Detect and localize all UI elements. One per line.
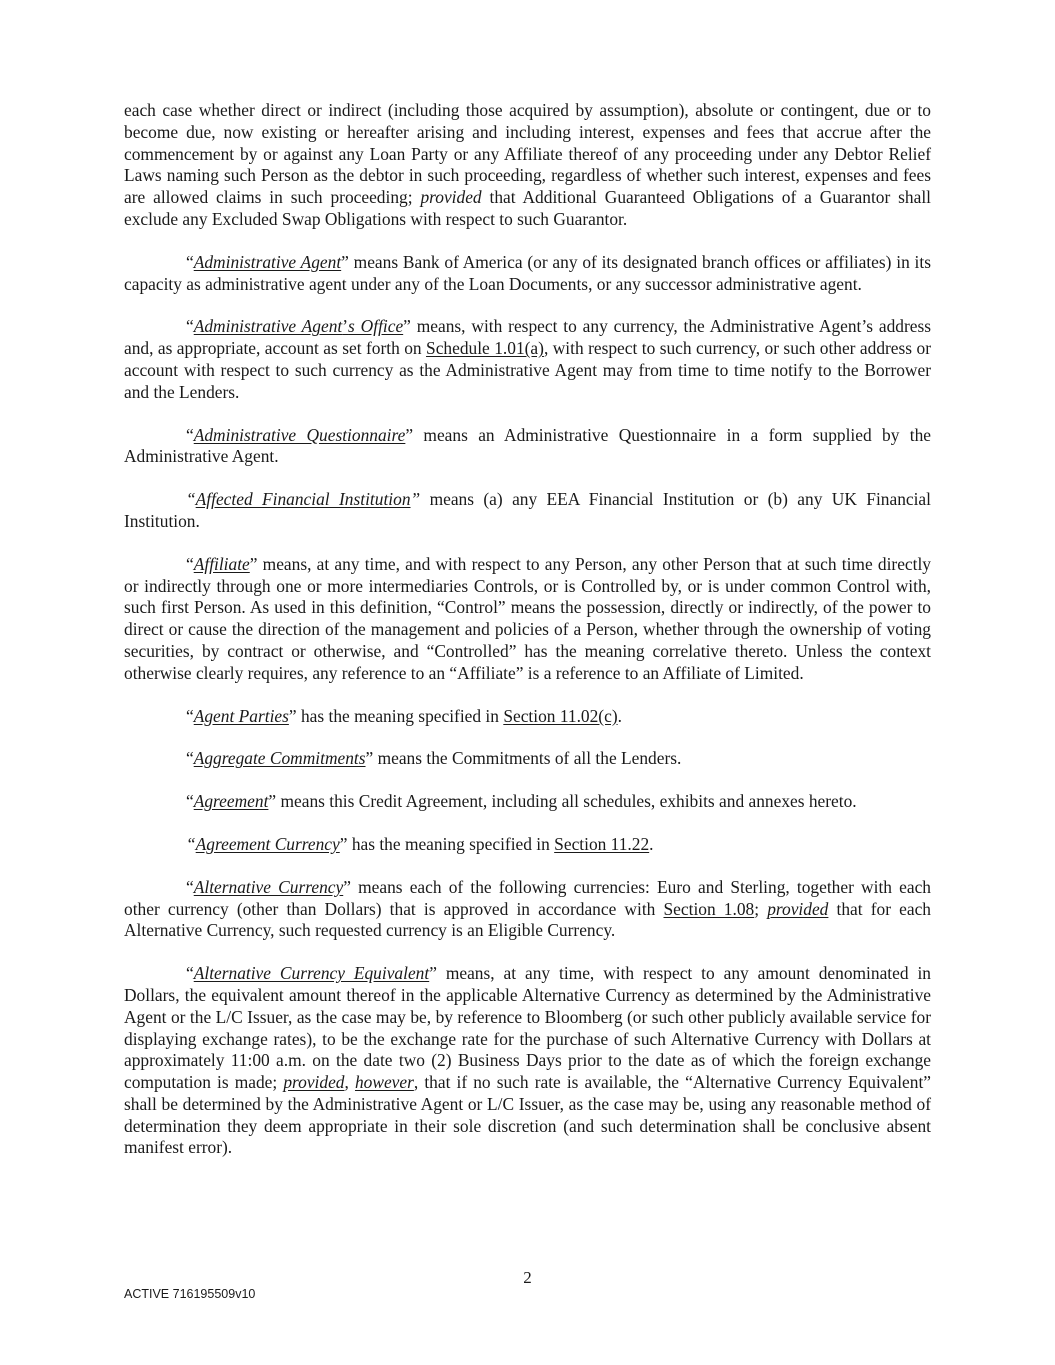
open-quote: “ [186, 833, 196, 854]
definition-text: ” means this Credit Agreement, including all schedules, exhibits and annexes hereto. [268, 791, 857, 812]
definition-aggregate-commitments [124, 748, 931, 770]
definition-text: ” has the meaning specified in [339, 833, 555, 854]
open-quote: “ [186, 553, 194, 574]
definition-affiliate [124, 554, 931, 685]
definition-agreement-currency [124, 834, 931, 856]
provided-italic: provided [420, 187, 482, 208]
definition-alternative-currency-equivalent [124, 963, 931, 1159]
paragraph-continuation [124, 100, 931, 231]
definition-text: that for each Alternative Currency, such requested currency is an Eligible Currency. [124, 898, 931, 941]
definition-text: , that if no such rate is available, the “Alternative Currency Equivalent” shall be determined by the Administrative Agent or L/C Issuer, as the case may be, using any reasonable method of determination they deem appropriate in their sole discretion (and such determination shall be conclusive absent manifest error). [124, 1072, 931, 1158]
definition-text: means (a) any EEA Financial Institution or (b) any UK Financial Institution. [124, 489, 931, 531]
definition-text: ” means Bank of America (or any of its designated branch offices or affiliates) in its capacity as administrative agent under any of the Loan Documents, or any successor administrative agent. [124, 251, 931, 294]
defined-term: Alternative Currency Equivalent [193, 963, 430, 984]
defined-term: Affiliate [193, 553, 250, 574]
definition-text: ; [754, 898, 768, 919]
provided-italic: provided [767, 898, 829, 919]
definition-text: ” means, at any time, with respect to any amount denominated in Dollars, the equivalent amount thereof in the applicable Alternative Currency as determined by the Administrative Agent or the L/C Issuer, as the case may be, by reference to Bloomberg (or such other publicly available service for displaying exchange rates), to be the exchange rate for the purchase of such Alternative Currency with Dollars at approximately 11:00 a.m. on the date two (2) Business Days prior to the date as of which the foreign exchange computation is made; [124, 963, 931, 1093]
open-quote: “ [186, 251, 194, 272]
defined-term-part: s Office [348, 316, 404, 337]
open-quote: “ [186, 316, 194, 337]
defined-term: Affected Financial Institution [195, 489, 411, 510]
definition-agreement [124, 791, 931, 813]
defined-term: Agent Parties [193, 705, 289, 726]
definition-text: ” means, with respect to any currency, the Administrative Agent’s address and, as appropriate, account as set forth on [124, 316, 932, 359]
defined-term-part: Administrative Agent [193, 316, 343, 337]
document-page [124, 100, 931, 1180]
document-id: ACTIVE 716195509v10 [124, 1287, 256, 1301]
defined-term: Alternative Currency [193, 876, 344, 897]
open-quote: “ [186, 748, 194, 769]
definition-text: . [617, 705, 622, 726]
section-reference: Section 11.22 [554, 833, 650, 854]
definition-text: ” has the meaning specified in [288, 705, 504, 726]
definition-text: . [649, 833, 654, 854]
definition-administrative-questionnaire [124, 425, 931, 469]
however-italic: however [354, 1072, 414, 1093]
definition-agent-parties [124, 706, 931, 728]
continuation-text: each case whether direct or indirect (including those acquired by assumption), absolute or contingent, due or to become due, now existing or hereafter arising and including interest, expenses and fees that accrue after the commencement by or against any Loan Party or any Affiliate thereof of any proceeding under any Debtor Relief Laws naming such Person as the debtor in such proceeding, regardless of whether such interest, expenses and fees are allowed claims in such proceeding; [124, 100, 931, 208]
definition-text: ” means the Commitments of all the Lenders. [365, 748, 682, 769]
open-quote: “ [186, 876, 194, 897]
section-reference: Section 1.08 [663, 898, 755, 919]
open-quote: “ [186, 424, 194, 445]
defined-term: Administrative Agent [193, 251, 342, 272]
provided-italic: provided [283, 1072, 345, 1093]
definition-alternative-currency [124, 877, 931, 942]
definition-text: ” means each of the following currencies: Euro and Sterling, together with each other currency (other than Dollars) that is approved in accordance with [124, 876, 931, 919]
section-reference: Section 11.02(c) [503, 705, 618, 726]
definition-administrative-agent [124, 252, 931, 296]
definition-text: ” means an Administrative Questionnaire in a form supplied by the Administrative Agent. [124, 424, 932, 467]
definition-administrative-agents-office [124, 316, 931, 403]
defined-term [194, 316, 403, 336]
page-number: 2 [523, 1268, 532, 1287]
defined-term: Agreement [193, 791, 269, 812]
definition-text: ” means, at any time, and with respect to any Person, any other Person that at such time directly or indirectly through one or more intermediaries Controls, or is Controlled by, or is under common Control with, such first Person. As used in this definition, “Control” means the possession, directly or indirectly, of the power to direct or cause the direction of the management and policies of a Person, whether through the ownership of voting securities, by contract or otherwise, and “Controlled” has the meaning correlative thereto. Unless the context otherwise clearly requires, any reference to an “Affiliate” is a reference to an Affiliate of Limited. [124, 553, 931, 683]
defined-term: Agreement Currency [195, 833, 340, 854]
open-quote: “ [186, 705, 194, 726]
open-quote: “ [186, 791, 194, 812]
defined-term: Aggregate Commitments [193, 748, 366, 769]
open-quote: “ [186, 963, 194, 984]
definition-text: , with respect to such currency, or such other address or account with respect to such currency as the Administrative Agent may from time to time notify to the Borrower and the Lenders. [124, 338, 931, 402]
definition-affected-financial-institution [124, 489, 931, 533]
continuation-text-end: that Additional Guaranteed Obligations of a Guarantor shall exclude any Excluded Swap Obligations with respect to such Guarantor. [124, 187, 931, 229]
schedule-reference: Schedule 1.01(a) [426, 338, 544, 359]
open-quote: “ [186, 489, 196, 510]
punctuation: , [344, 1072, 355, 1093]
defined-term: Administrative Questionnaire [193, 424, 406, 445]
defined-term-apostrophe: ’ [342, 316, 349, 337]
close-quote: ” [410, 489, 421, 510]
